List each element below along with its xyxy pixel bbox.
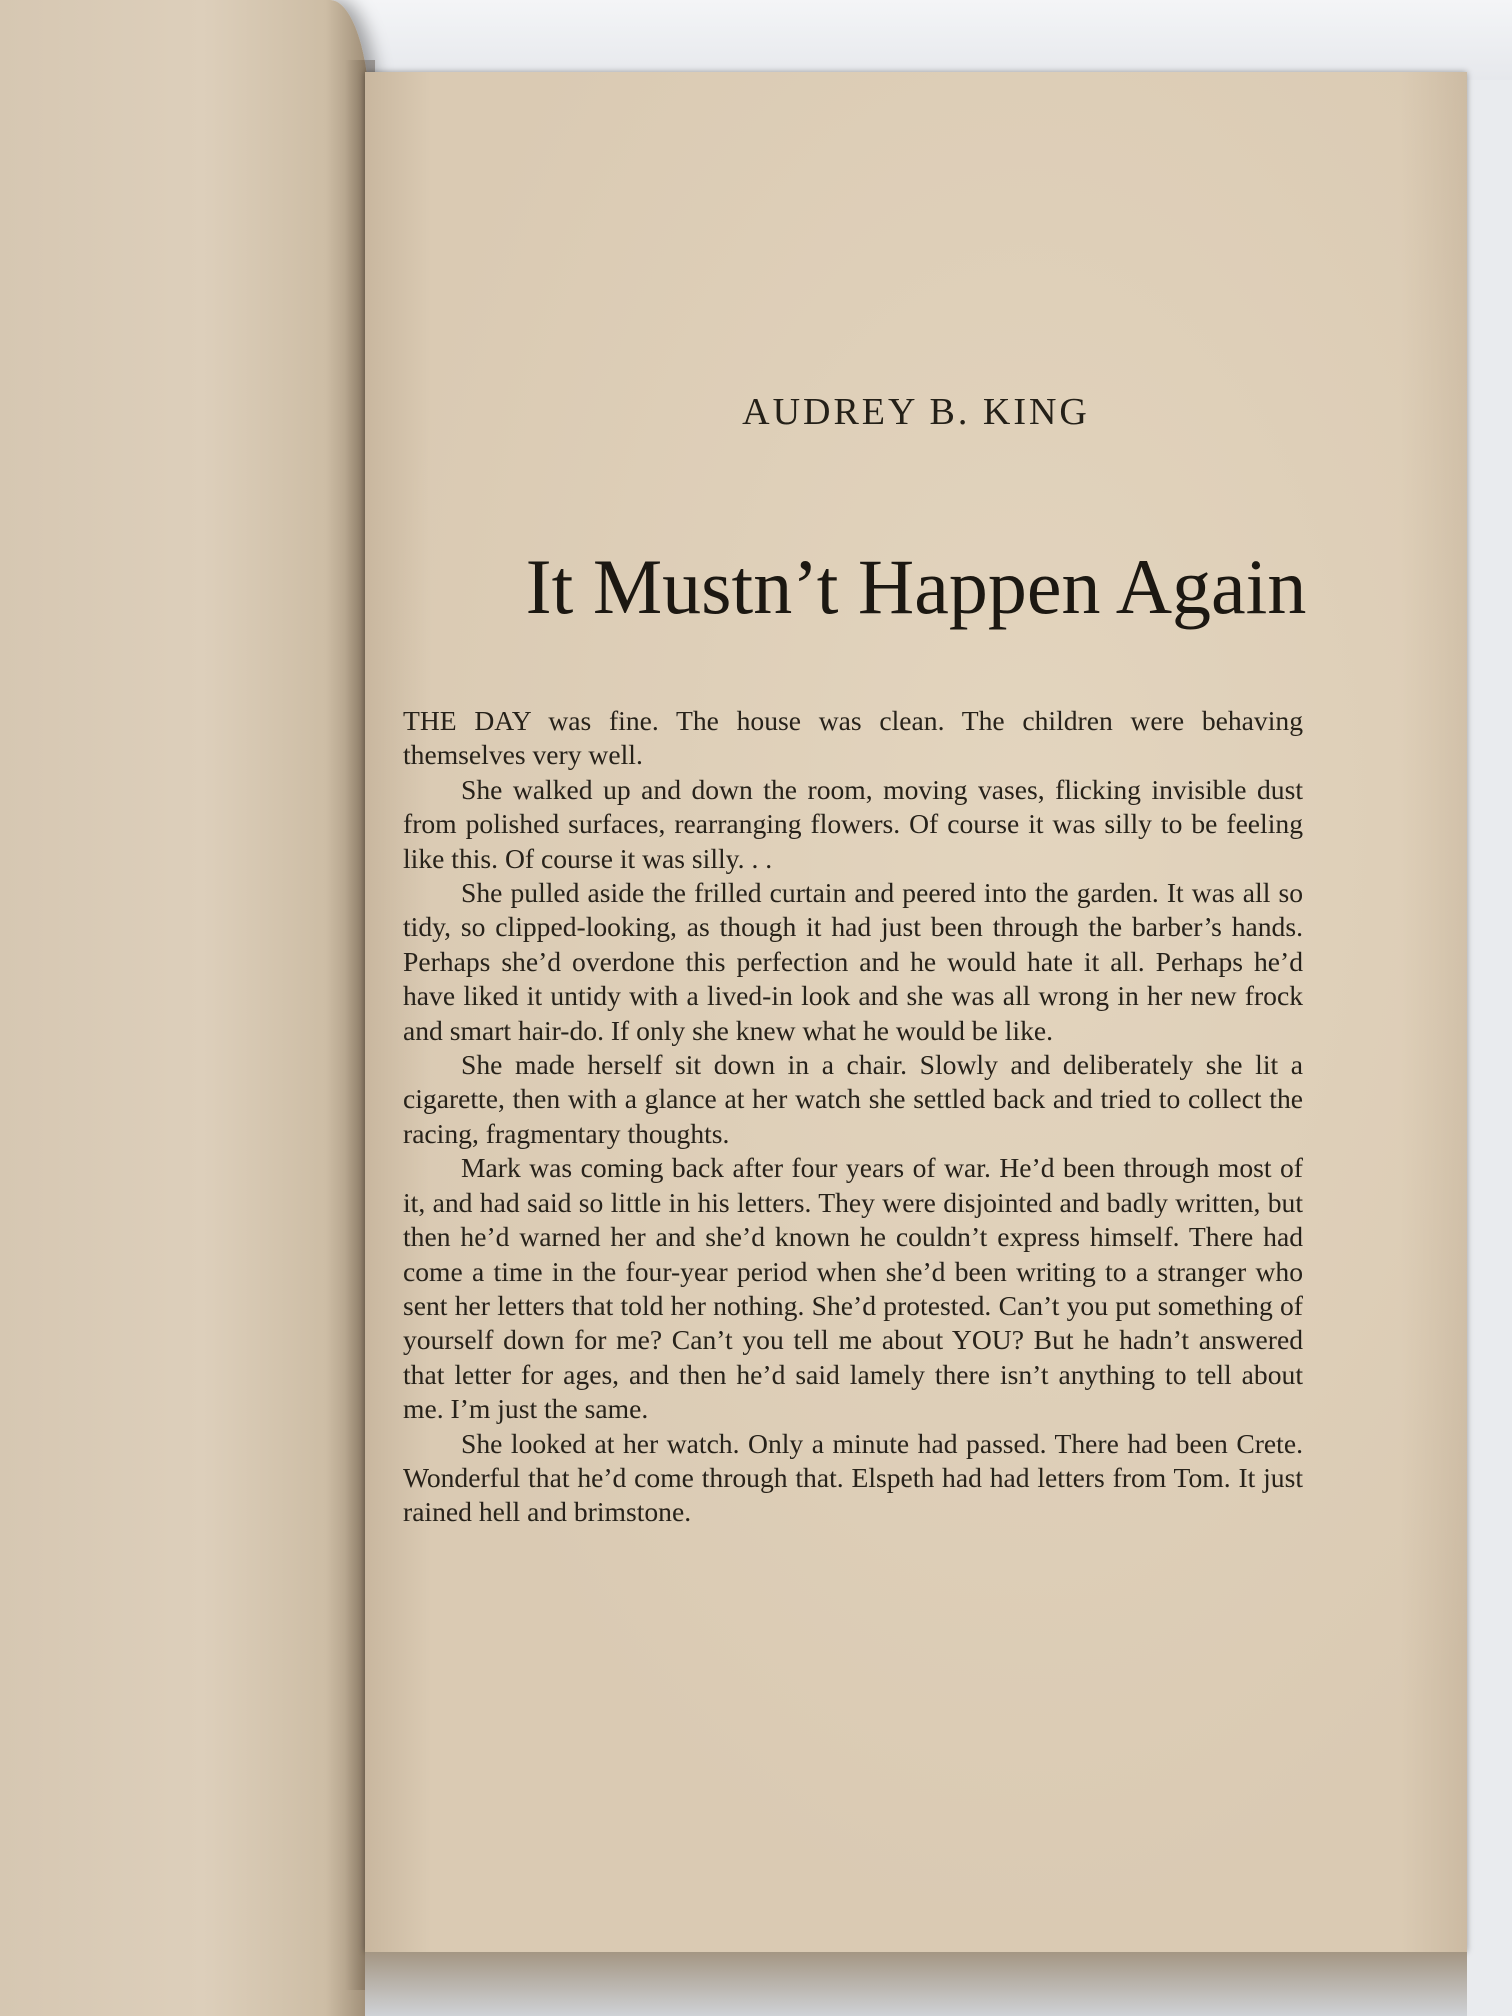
paragraph: She looked at her watch. Only a minute had passed. There had been Crete. Wonderful that he’d come through that. Elspeth had had letters from Tom. It just rained hell and brimstone. <box>403 1427 1303 1528</box>
author-name: AUDREY B. KING <box>742 391 1090 433</box>
left-page <box>0 0 370 2016</box>
page-bottom-shadow <box>365 1952 1467 2016</box>
story-title: It Mustn’t Happen Again <box>525 543 1307 630</box>
paragraph: She pulled aside the frilled curtain and peered into the garden. It was all so tidy, so clipped-looking, as though it had just been through the barber’s hands. Perhaps she’d overdone this perfection and he would hate it all. Perhaps he’d have liked it untidy with a lived-in look and she was all wrong in her new frock and smart hair-do. If only she knew what he would be like. <box>403 877 1303 1046</box>
paragraph: Mark was coming back after four years of war. He’d been through most of it, and had said so little in his letters. They were disjointed and badly written, but then he’d warned her and she’d known he couldn’t express himself. There had come a time in the four-year period when she’d been writing to a stranger who sent her letters that told her nothing. She’d protested. Can’t you put something of yourself down for me? Can’t you tell me about YOU? But he hadn’t answered that letter for ages, and then he’d said lamely there isn’t anything to tell about me. I’m just the same. <box>403 1152 1303 1425</box>
right-page <box>365 72 1467 1952</box>
paragraph: THE DAY was fine. The house was clean. The children were behaving themselves very well. <box>403 705 1303 771</box>
paragraph: She walked up and down the room, moving vases, flicking invisible dust from polished surfaces, rearranging flowers. Of course it was silly to be feeling like this. Of course it was silly. . . <box>403 773 1303 874</box>
paragraph: She made herself sit down in a chair. Slowly and deliberately she lit a cigarette, then with a glance at her watch she settled back and tried to collect the racing, fragmentary thoughts. <box>403 1049 1303 1149</box>
story-body <box>403 704 1303 1530</box>
